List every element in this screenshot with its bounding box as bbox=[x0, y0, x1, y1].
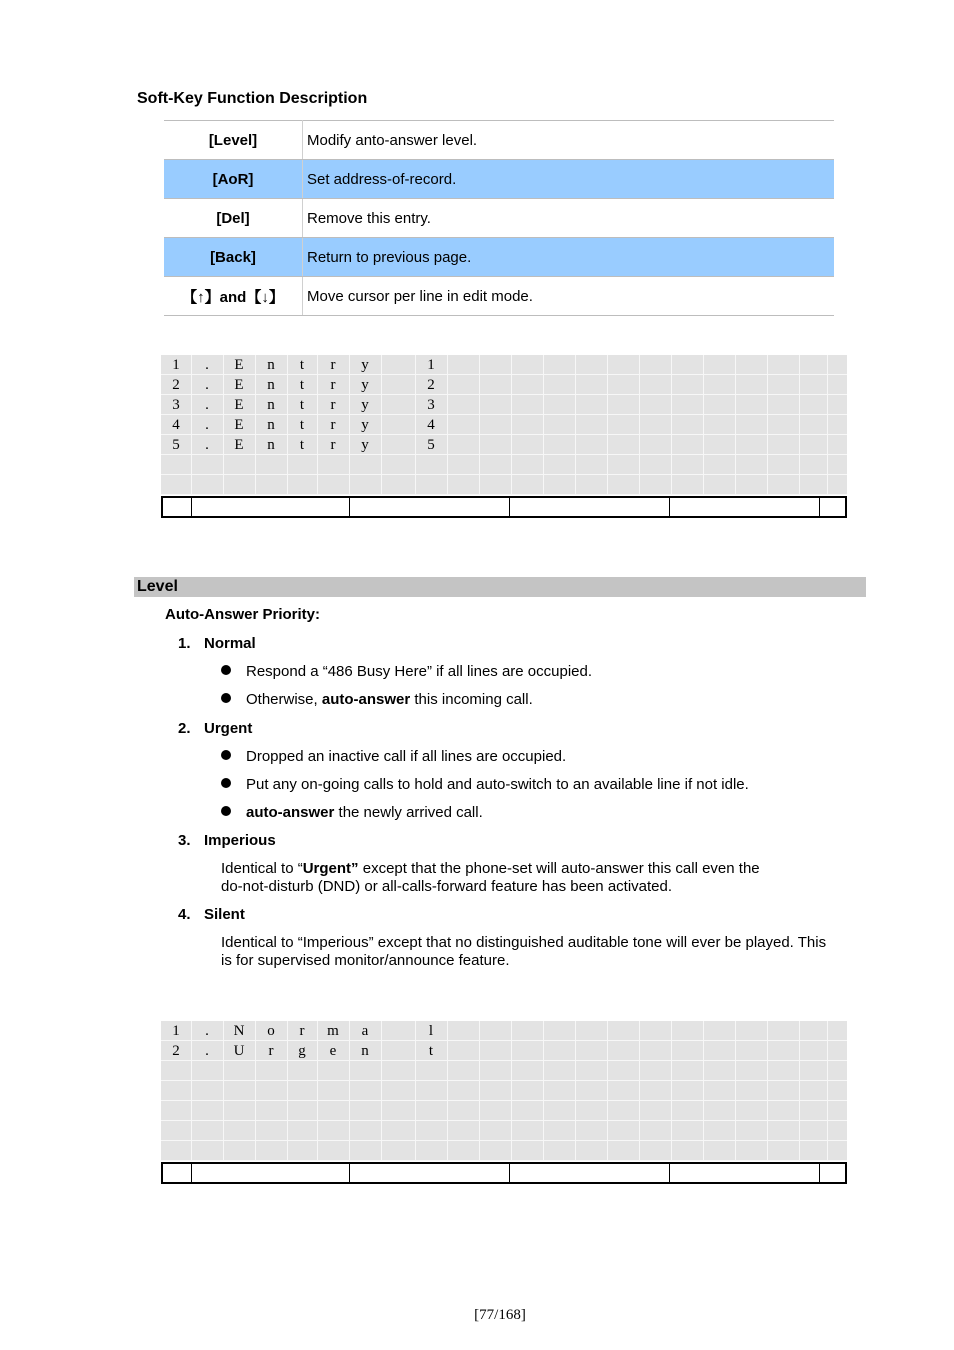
softkey-slot-divider bbox=[509, 498, 510, 516]
softkey-desc: Remove this entry. bbox=[303, 199, 835, 238]
softkey-key: [Level] bbox=[164, 121, 303, 160]
softkey-slot-divider bbox=[191, 1164, 192, 1182]
lcd-char: 3 bbox=[427, 397, 435, 413]
lcd-gridline bbox=[415, 1021, 416, 1161]
lcd-gridline bbox=[223, 355, 224, 495]
lcd-gridline bbox=[191, 1021, 192, 1161]
bullet-icon bbox=[221, 665, 231, 675]
lcd-gridline bbox=[827, 355, 828, 495]
lcd-char: E bbox=[234, 357, 244, 373]
bullet-icon bbox=[221, 693, 231, 703]
lcd-char: t bbox=[299, 377, 305, 393]
lcd-char: 1 bbox=[172, 357, 180, 373]
lcd-gridline bbox=[447, 1021, 448, 1161]
lcd-char: r bbox=[330, 397, 336, 413]
lcd-gridline bbox=[703, 1021, 704, 1161]
lcd-gridline bbox=[191, 355, 192, 495]
lcd-char: l bbox=[428, 1023, 434, 1039]
lcd-gridline bbox=[799, 1021, 800, 1161]
table-row bbox=[164, 121, 834, 160]
lcd-char: r bbox=[330, 417, 336, 433]
lcd-char: n bbox=[361, 1043, 369, 1059]
lcd-char: y bbox=[361, 377, 369, 393]
list-item: auto-answer the newly arrived call. bbox=[221, 804, 483, 821]
softkey-desc: Set address-of-record. bbox=[303, 160, 835, 199]
lcd-gridline bbox=[349, 355, 350, 495]
lcd-char: o bbox=[267, 1023, 275, 1039]
lcd-char: y bbox=[361, 437, 369, 453]
lcd-char: N bbox=[233, 1023, 245, 1039]
lcd-char: r bbox=[299, 1023, 305, 1039]
lcd-char: 5 bbox=[172, 437, 180, 453]
lcd-gridline bbox=[287, 1021, 288, 1161]
lcd-char: y bbox=[361, 417, 369, 433]
softkey-desc: Modify anto-answer level. bbox=[303, 121, 835, 160]
softkey-slot-divider bbox=[349, 1164, 350, 1182]
lcd-gridline bbox=[639, 1021, 640, 1161]
table-row bbox=[164, 199, 834, 238]
page-number: [77/168] bbox=[474, 1307, 526, 1323]
lcd-char: t bbox=[299, 437, 305, 453]
table-row bbox=[164, 277, 834, 316]
lcd-char: n bbox=[267, 417, 275, 433]
lcd-char: 2 bbox=[172, 377, 180, 393]
softkey-slot-divider bbox=[669, 1164, 670, 1182]
lcd-char: t bbox=[428, 1043, 434, 1059]
lcd-char: . bbox=[205, 357, 209, 373]
lcd-line bbox=[161, 455, 847, 475]
lcd-char: E bbox=[234, 397, 244, 413]
section-title-level: Level bbox=[134, 577, 866, 597]
lcd-char: a bbox=[361, 1023, 369, 1039]
lcd-gridline bbox=[479, 1021, 480, 1161]
lcd-gridline bbox=[575, 1021, 576, 1161]
item-imperious: 3. Imperious bbox=[178, 832, 276, 849]
lcd-screen-entries bbox=[161, 355, 847, 519]
softkey-key: [Del] bbox=[164, 199, 303, 238]
lcd-char: . bbox=[205, 437, 209, 453]
lcd-char: 4 bbox=[427, 417, 435, 433]
lcd-char: E bbox=[234, 377, 244, 393]
lcd-gridline bbox=[255, 1021, 256, 1161]
softkey-key: [AoR] bbox=[164, 160, 303, 199]
lcd-gridline bbox=[381, 355, 382, 495]
lcd-char: n bbox=[267, 377, 275, 393]
lcd-gridline bbox=[543, 355, 544, 495]
lcd-char: 2 bbox=[427, 377, 435, 393]
list-item: Otherwise, auto-answer this incoming call. bbox=[221, 691, 533, 708]
lcd-char: . bbox=[205, 1023, 209, 1039]
lcd-gridline bbox=[349, 1021, 350, 1161]
item-urgent: 2. Urgent bbox=[178, 720, 253, 737]
softkey-slot-divider bbox=[191, 498, 192, 516]
lcd-gridline bbox=[735, 355, 736, 495]
lcd-line bbox=[161, 1121, 847, 1141]
lcd-gridline bbox=[607, 355, 608, 495]
lcd-screen-levels bbox=[161, 1021, 847, 1185]
lcd-char: . bbox=[205, 397, 209, 413]
lcd-char: n bbox=[267, 357, 275, 373]
lcd-char: n bbox=[267, 397, 275, 413]
lcd-char: t bbox=[299, 417, 305, 433]
silent-description: Identical to “Imperious” except that no distinguished auditable tone will ever be played. This is for supervised monitor/announce feature. bbox=[221, 934, 827, 969]
bullet-icon bbox=[221, 778, 231, 788]
lcd-gridline bbox=[799, 355, 800, 495]
lcd-gridline bbox=[671, 1021, 672, 1161]
lcd-gridline bbox=[703, 355, 704, 495]
lcd-char: n bbox=[267, 437, 275, 453]
lcd-char: e bbox=[329, 1043, 337, 1059]
softkey-table bbox=[164, 120, 834, 316]
lcd-char: . bbox=[205, 377, 209, 393]
lcd-gridline bbox=[767, 355, 768, 495]
lcd-gridline bbox=[381, 1021, 382, 1161]
lcd-char: y bbox=[361, 397, 369, 413]
table-row bbox=[164, 238, 834, 277]
softkey-desc: Return to previous page. bbox=[303, 238, 835, 277]
lcd-char: r bbox=[330, 377, 336, 393]
lcd-gridline bbox=[511, 355, 512, 495]
lcd-gridline bbox=[255, 355, 256, 495]
lcd-line bbox=[161, 475, 847, 495]
softkey-key: 【↑】and【↓】 bbox=[164, 277, 303, 316]
lcd-char: 5 bbox=[427, 437, 435, 453]
lcd-gridline bbox=[223, 1021, 224, 1161]
lcd-gridline bbox=[575, 355, 576, 495]
softkey-slot-divider bbox=[669, 498, 670, 516]
lcd-char: r bbox=[330, 357, 336, 373]
lcd-gridline bbox=[671, 355, 672, 495]
lcd-char: E bbox=[234, 417, 244, 433]
imperious-description: Identical to “Urgent” except that the phone-set will auto-answer this call even the do-not-disturb (DND) or all-calls-forward feature has been activated. bbox=[221, 860, 760, 895]
lcd-gridline bbox=[415, 355, 416, 495]
lcd-char: 1 bbox=[172, 1023, 180, 1039]
softkey-slot-divider bbox=[819, 498, 820, 516]
lcd-char: r bbox=[268, 1043, 274, 1059]
lcd-line bbox=[161, 1141, 847, 1161]
lcd-gridline bbox=[511, 1021, 512, 1161]
lcd-char: 2 bbox=[172, 1043, 180, 1059]
lcd-char: m bbox=[327, 1023, 339, 1039]
lcd-char: r bbox=[330, 437, 336, 453]
lcd-char: 4 bbox=[172, 417, 180, 433]
lcd-gridline bbox=[287, 355, 288, 495]
lcd-gridline bbox=[317, 1021, 318, 1161]
softkey-slot-divider bbox=[819, 1164, 820, 1182]
list-item: Dropped an inactive call if all lines are occupied. bbox=[221, 748, 566, 765]
softkey-heading: Soft-Key Function Description bbox=[137, 90, 368, 107]
softkey-bar bbox=[161, 496, 847, 518]
lcd-line bbox=[161, 1081, 847, 1101]
lcd-char: t bbox=[299, 397, 305, 413]
item-normal: 1. Normal bbox=[178, 635, 256, 652]
lcd-gridline bbox=[735, 1021, 736, 1161]
lcd-char: U bbox=[233, 1043, 245, 1059]
table-row bbox=[164, 160, 834, 199]
bullet-icon bbox=[221, 806, 231, 816]
lcd-char: g bbox=[298, 1043, 306, 1059]
lcd-char: y bbox=[361, 357, 369, 373]
lcd-char: 1 bbox=[427, 357, 435, 373]
lcd-char: 3 bbox=[172, 397, 180, 413]
lcd-char: . bbox=[205, 1043, 209, 1059]
lcd-char: E bbox=[234, 437, 244, 453]
softkey-key: [Back] bbox=[164, 238, 303, 277]
lcd-gridline bbox=[767, 1021, 768, 1161]
lcd-gridline bbox=[639, 355, 640, 495]
lcd-gridline bbox=[543, 1021, 544, 1161]
bullet-icon bbox=[221, 750, 231, 760]
lcd-line bbox=[161, 1101, 847, 1121]
auto-answer-priority-heading: Auto-Answer Priority: bbox=[165, 606, 321, 623]
item-silent: 4. Silent bbox=[178, 906, 245, 923]
lcd-gridline bbox=[827, 1021, 828, 1161]
lcd-gridline bbox=[317, 355, 318, 495]
list-item: Put any on-going calls to hold and auto-switch to an available line if not idle. bbox=[221, 776, 749, 793]
softkey-desc: Move cursor per line in edit mode. bbox=[303, 277, 835, 316]
softkey-bar bbox=[161, 1162, 847, 1184]
lcd-gridline bbox=[447, 355, 448, 495]
lcd-char: . bbox=[205, 417, 209, 433]
lcd-line bbox=[161, 1061, 847, 1081]
list-item: Respond a “486 Busy Here” if all lines are occupied. bbox=[221, 663, 592, 680]
softkey-slot-divider bbox=[509, 1164, 510, 1182]
lcd-char: t bbox=[299, 357, 305, 373]
lcd-gridline bbox=[607, 1021, 608, 1161]
lcd-gridline bbox=[479, 355, 480, 495]
softkey-slot-divider bbox=[349, 498, 350, 516]
